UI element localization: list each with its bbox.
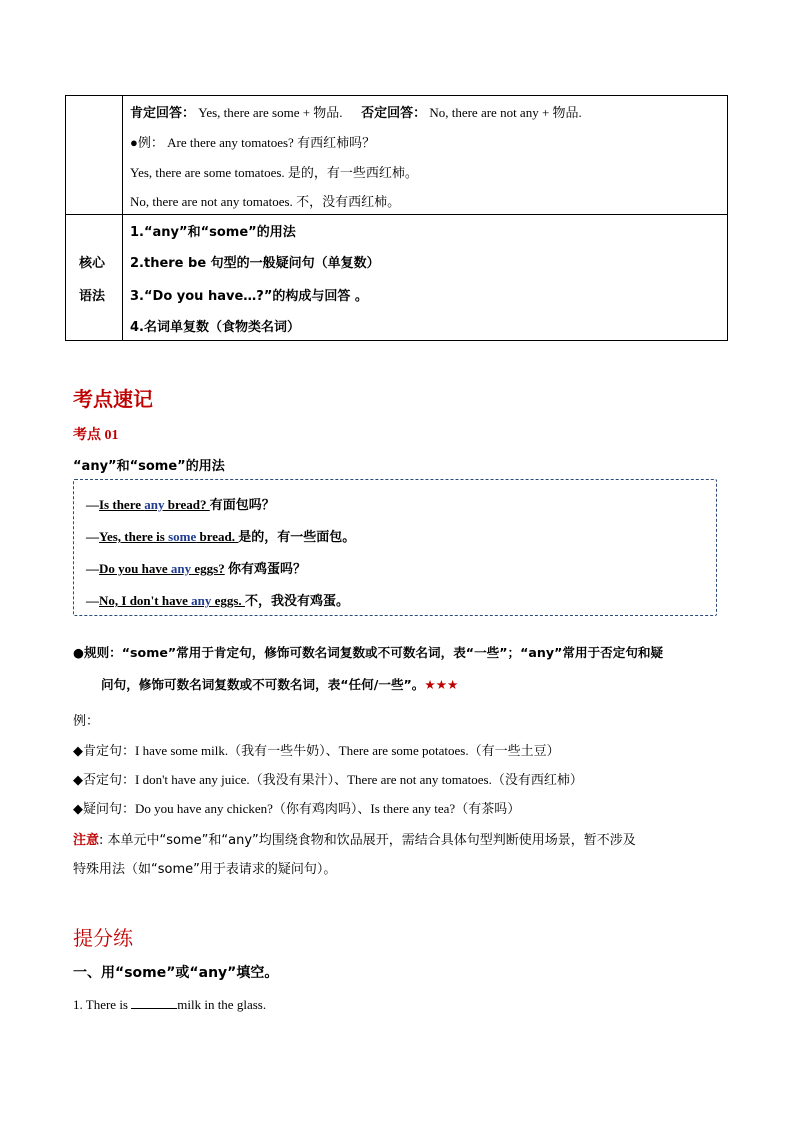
kaodian-subtitle: “any”和“some”的用法 [73, 459, 225, 474]
dash: — [86, 593, 99, 608]
example-1-c: bread? [164, 497, 210, 512]
example-no-cn: 不，没有西红柿。 [296, 195, 401, 210]
core-item-2: 2.there be 句型的一般疑问句（单复数） [130, 256, 380, 271]
example-4-c: eggs. [211, 593, 245, 608]
dash: — [86, 529, 99, 544]
example-2-a: Yes, there is [99, 529, 169, 544]
example-no-line [130, 191, 400, 210]
li-question-text: Do you have any chicken?（你有鸡肉吗）、Is there any tea?（有茶吗） [135, 801, 521, 816]
example-2-keyword: some [168, 529, 197, 544]
practice-heading: 一、用“some”或“any”填空。 [73, 965, 279, 981]
example-2-cn: 是的，有一些面包。 [238, 530, 356, 545]
example-yes-cn: 是的，有一些西红柿。 [287, 166, 418, 181]
example-line-4 [86, 590, 349, 609]
core-label-top: 核心 [79, 256, 106, 271]
example-question-line [130, 132, 375, 151]
example-2-c: bread. [196, 529, 239, 544]
example-4-keyword: any [191, 593, 212, 608]
negative-label: 否定回答： [361, 106, 427, 121]
example-line-1 [86, 494, 275, 513]
li-question [73, 798, 520, 817]
rule-line-1: ●规则：“some”常用于肯定句，修饰可数名词复数或不可数名词，表“一些”；“any”常用于否定句和疑 [73, 645, 664, 660]
example-3-keyword: any [170, 561, 192, 576]
table-column-divider [122, 96, 123, 340]
star-icon: ★★★ [424, 677, 459, 692]
example-3-a: Do you have [99, 561, 171, 576]
li-affirmative-text: I have some milk.（我有一些牛奶）、There are some potatoes.（有一些土豆） [135, 743, 560, 758]
example-2-sentence [99, 529, 238, 544]
core-item-4: 4.名词单复数（食物类名词） [130, 320, 300, 335]
example-1-keyword: any [144, 497, 165, 512]
core-label-bottom: 语法 [79, 289, 106, 304]
example-prefix: 例： [137, 136, 164, 151]
negative-text: No, there are not any + 物品. [429, 105, 582, 120]
example-3-c: eggs? [191, 561, 225, 576]
example-1-sentence [99, 497, 210, 512]
section-title: 考点速记 [73, 387, 153, 411]
li-affirmative [73, 740, 560, 759]
example-1-a: Is there [99, 497, 145, 512]
example-question: Are there any tomatoes? [167, 135, 294, 150]
practice-title: 提分练 [73, 926, 133, 950]
li-question-label: ◆疑问句： [73, 802, 135, 817]
note-text-1: : 本单元中“some”和“any”均围绕食物和饮品展开，需结合具体句型判断使用场景，暂不涉及 [99, 833, 636, 848]
affirmative-text: Yes, there are some + 物品. [198, 105, 343, 120]
example-3-cn: 你有鸡蛋吗？ [227, 562, 306, 577]
example-line-3 [86, 558, 306, 577]
rule-line-2-text: 问句，修饰可数名词复数或不可数名词，表“任何/一些”。 [101, 677, 425, 692]
note-line-2: 特殊用法（如“some”用于表请求的疑问句）。 [73, 862, 337, 877]
dash: — [86, 561, 99, 576]
dash: — [86, 497, 99, 512]
example-4-cn: 不，我没有鸡蛋。 [244, 594, 349, 609]
question-1-suffix: milk in the glass. [177, 997, 267, 1012]
example-yes-line [130, 162, 418, 181]
example-3-sentence [99, 561, 225, 576]
li-label: 例： [73, 714, 100, 729]
core-item-1: 1.“any”和“some”的用法 [130, 225, 296, 240]
example-line-2 [86, 526, 355, 545]
example-no-en: No, there are not any tomatoes. [130, 194, 293, 209]
question-1-prefix: 1. There is [73, 997, 132, 1012]
answer-blank[interactable] [131, 996, 177, 1009]
li-negative-label: ◆否定句： [73, 773, 135, 788]
note-label: 注意 [73, 833, 100, 848]
kaodian-label: 考点 01 [73, 428, 119, 443]
table-row-divider [66, 214, 727, 215]
li-affirmative-label: ◆肯定句： [73, 744, 135, 759]
example-yes-en: Yes, there are some tomatoes. [130, 165, 285, 180]
answer-pattern-line [130, 102, 582, 121]
question-1 [73, 996, 266, 1013]
li-negative [73, 769, 583, 788]
core-item-3: 3.“Do you have…?”的构成与回答 。 [130, 289, 368, 304]
note-line-1 [73, 829, 636, 848]
example-4-sentence [99, 593, 245, 608]
example-question-cn: 有西红柿吗？ [297, 136, 376, 151]
affirmative-label: 肯定回答： [130, 106, 196, 121]
rule-line-2 [101, 674, 458, 693]
li-negative-text: I don't have any juice.（我没有果汁）、There are not any tomatoes.（没有西红柿） [135, 772, 583, 787]
bullet-icon: ● [130, 135, 138, 150]
example-1-cn: 有面包吗？ [209, 498, 275, 513]
example-4-a: No, I don't have [99, 593, 192, 608]
